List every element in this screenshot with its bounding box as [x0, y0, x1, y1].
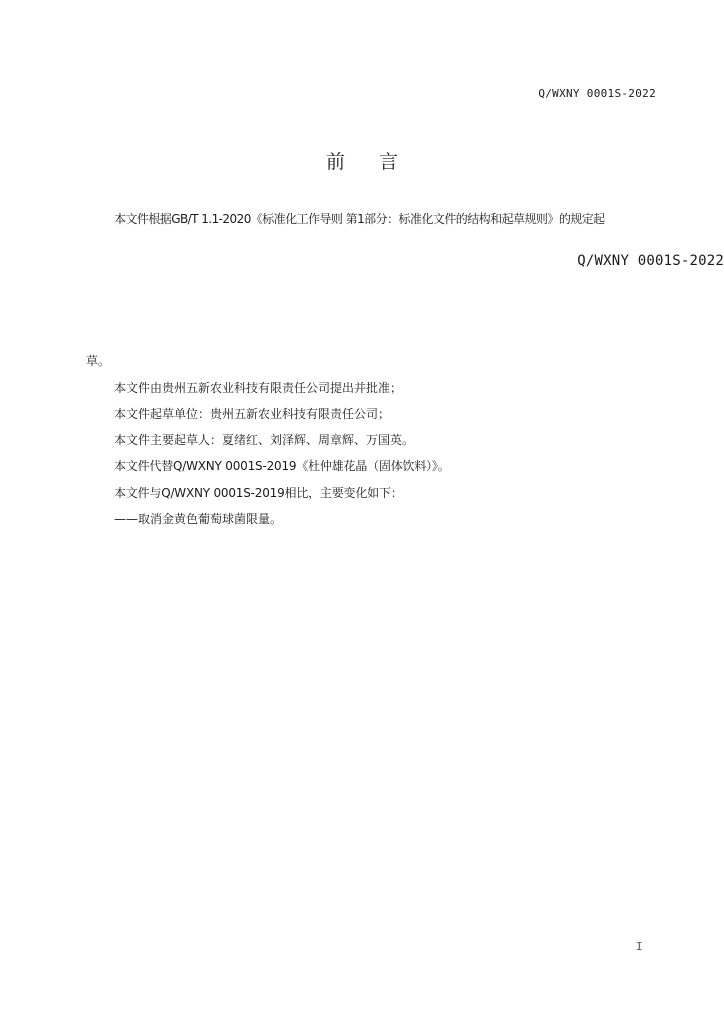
paragraph-line: 本文件主要起草人：夏绪红、刘泽辉、周章辉、万国英。	[114, 433, 415, 447]
paragraph-line: 本文件起草单位：贵州五新农业科技有限责任公司；	[114, 407, 391, 421]
paragraph-line: 本文件根据GB/T 1.1-2020《标准化工作导则 第1部分：标准化文件的结构和起草规则》的规定起	[114, 212, 605, 226]
paragraph-line: 草。	[86, 354, 111, 368]
paragraph-line: 本文件由贵州五新农业科技有限责任公司提出并批准；	[114, 381, 403, 395]
paragraph-line: 本文件代替Q/WXNY 0001S-2019《杜仲雄花晶（固体饮料）》。	[114, 459, 450, 473]
page-number: I	[636, 940, 643, 953]
paragraph-line: 本文件与Q/WXNY 0001S-2019相比，主要变化如下：	[114, 486, 403, 500]
standard-code-header: Q/WXNY 0001S-2022	[538, 87, 656, 100]
paragraph-line: ——取消金黄色葡萄球菌限量。	[114, 512, 283, 526]
standard-code-overlay: Q/WXNY 0001S-2022	[577, 253, 724, 269]
page-title: 前言	[325, 151, 432, 173]
